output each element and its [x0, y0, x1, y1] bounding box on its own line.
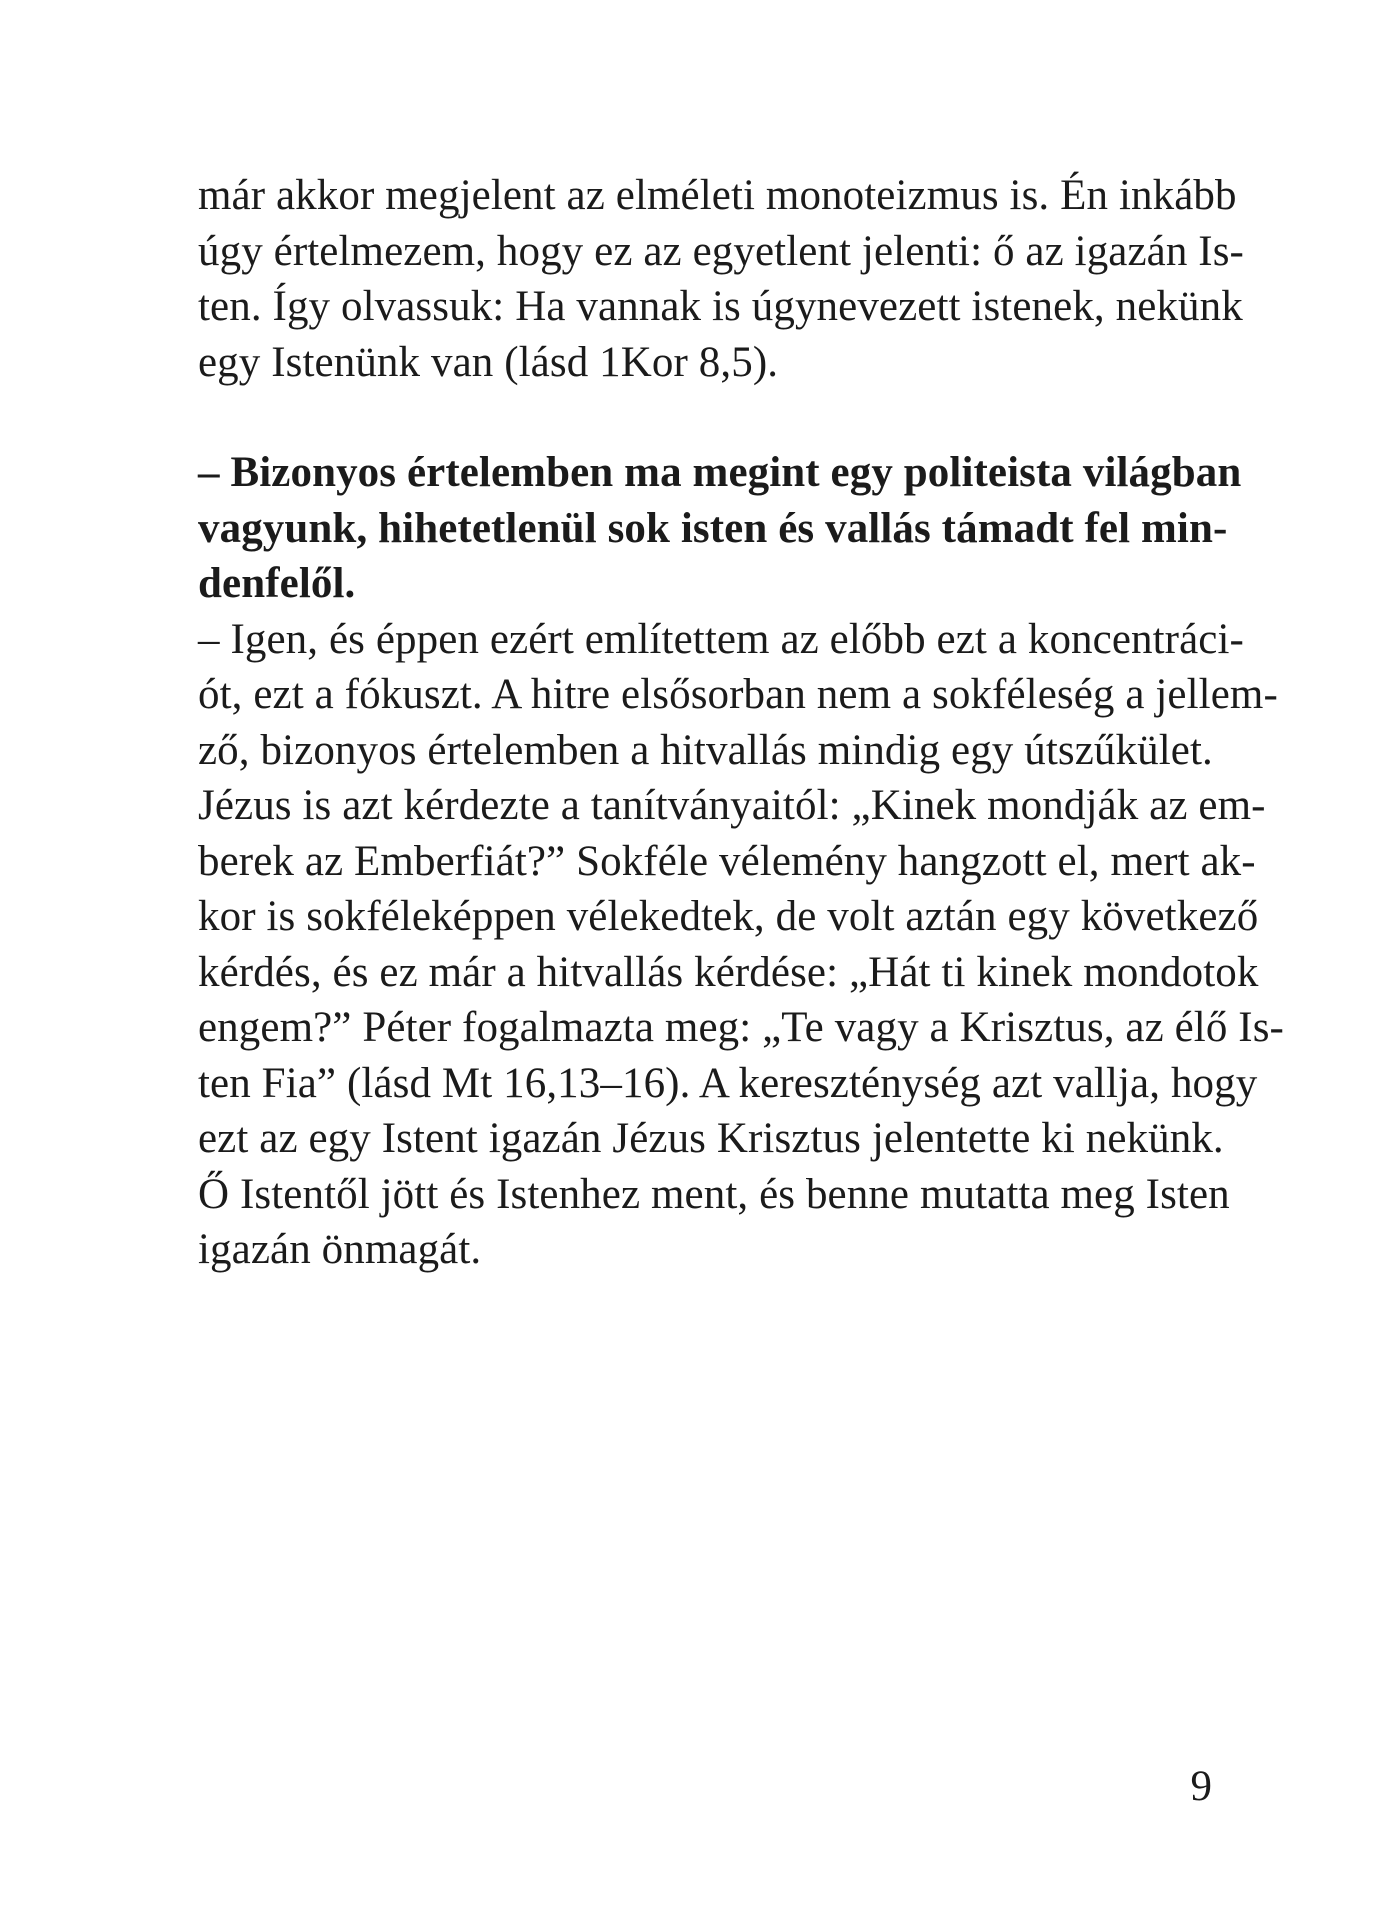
answer-line: Jézus is azt kérdezte a tanítványaitól: „Kinek mondják az em-	[198, 782, 1266, 829]
question-line: vagyunk, hihetetlenül sok isten és vallás támadt fel min-	[198, 504, 1228, 552]
paragraph-intro	[198, 168, 1244, 390]
body-text	[198, 168, 1284, 1278]
answer-line: ten Fia” (lásd Mt 16,13–16). A kereszténység azt vallja, hogy	[198, 1059, 1258, 1107]
interview-question	[198, 445, 1242, 612]
text-line: ten. Így olvassuk: Ha vannak is úgynevezett istenek, nekünk	[198, 283, 1243, 330]
answer-line: berek az Emberfiát?” Sokféle vélemény hangzott el, mert ak-	[198, 837, 1256, 885]
answer-line: kor is sokféleképpen vélekedtek, de volt aztán egy következő	[198, 893, 1259, 940]
interview-answer	[198, 612, 1284, 1278]
answer-line: ezt az egy Istent igazán Jézus Krisztus jelentette ki nekünk.	[198, 1115, 1224, 1162]
text-line: már akkor megjelent az elméleti monoteizmus is. Én inkább	[198, 172, 1237, 219]
text-line: egy Istenünk van (lásd 1Kor 8,5).	[198, 338, 779, 386]
answer-line: ót, ezt a fókuszt. A hitre elsősorban nem a sokféleség a jellem-	[198, 671, 1278, 718]
answer-line: – Igen, és éppen ezért említettem az előbb ezt a koncentráci-	[198, 615, 1244, 663]
answer-line: igazán önmagát.	[198, 1226, 482, 1273]
answer-line: engem?” Péter fogalmazta meg: „Te vagy a Krisztus, az élő Is-	[198, 1004, 1284, 1051]
answer-line: ző, bizonyos értelemben a hitvallás mindig egy útszűkület.	[198, 726, 1213, 774]
text-line: úgy értelmezem, hogy ez az egyetlent jelenti: ő az igazán Is-	[198, 227, 1244, 275]
answer-line: kérdés, és ez már a hitvallás kérdése: „Hát ti kinek mondotok	[198, 948, 1259, 996]
paragraph-spacer	[198, 390, 1210, 445]
page-number: 9	[1190, 1763, 1212, 1810]
question-line: denfelől.	[198, 560, 356, 607]
question-line: – Bizonyos értelemben ma megint egy politeista világban	[198, 449, 1242, 496]
answer-line: Ő Istentől jött és Istenhez ment, és benne mutatta meg Isten	[198, 1170, 1230, 1218]
